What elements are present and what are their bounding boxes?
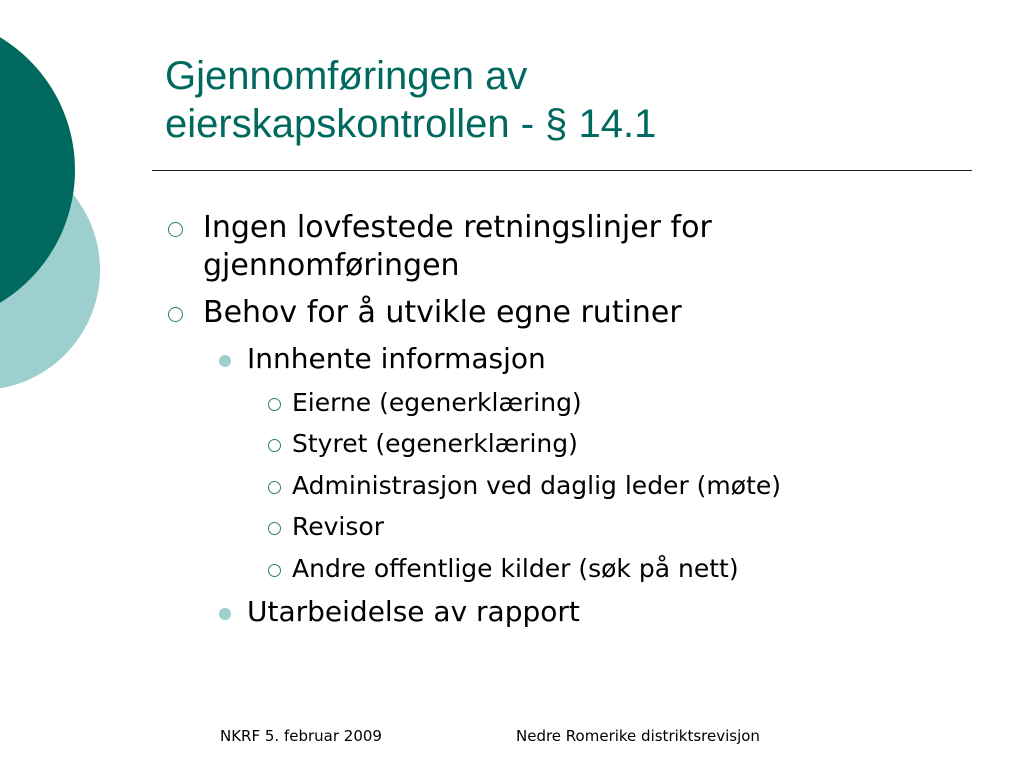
list-item: Styret (egenerklæring) — [292, 429, 578, 458]
hollow-circle-bullet-icon — [168, 307, 183, 322]
list-item: Revisor — [292, 512, 384, 541]
filled-circle-bullet-icon — [219, 355, 231, 367]
slide-title-line-2: eierskapskontrollen - § 14.1 — [165, 102, 657, 146]
footer-date: NKRF 5. februar 2009 — [220, 727, 382, 745]
hollow-circle-bullet-icon — [268, 481, 281, 494]
list-item-text-line-1: Ingen lovfestede retningslinjer for — [203, 210, 712, 245]
list-item-text-line-2: gjennomføringen — [203, 248, 460, 283]
filled-circle-bullet-icon — [219, 608, 231, 620]
hollow-circle-bullet-icon — [268, 439, 281, 452]
slide-title-line-1: Gjennomføringen av — [165, 54, 528, 98]
list-item: Andre offentlige kilder (søk på nett) — [292, 554, 739, 583]
footer-organization: Nedre Romerike distriktsrevisjon — [516, 727, 760, 745]
list-item: Utarbeidelse av rapport — [247, 595, 580, 628]
list-item: Administrasjon ved daglig leder (møte) — [292, 471, 782, 500]
list-item: Behov for å utvikle egne rutiner — [203, 295, 682, 330]
list-item — [203, 209, 712, 285]
list-item: Eierne (egenerklæring) — [292, 388, 582, 417]
hollow-circle-bullet-icon — [168, 222, 183, 237]
hollow-circle-bullet-icon — [268, 522, 281, 535]
list-item: Innhente informasjon — [247, 342, 546, 375]
hollow-circle-bullet-icon — [268, 398, 281, 411]
hollow-circle-bullet-icon — [268, 564, 281, 577]
